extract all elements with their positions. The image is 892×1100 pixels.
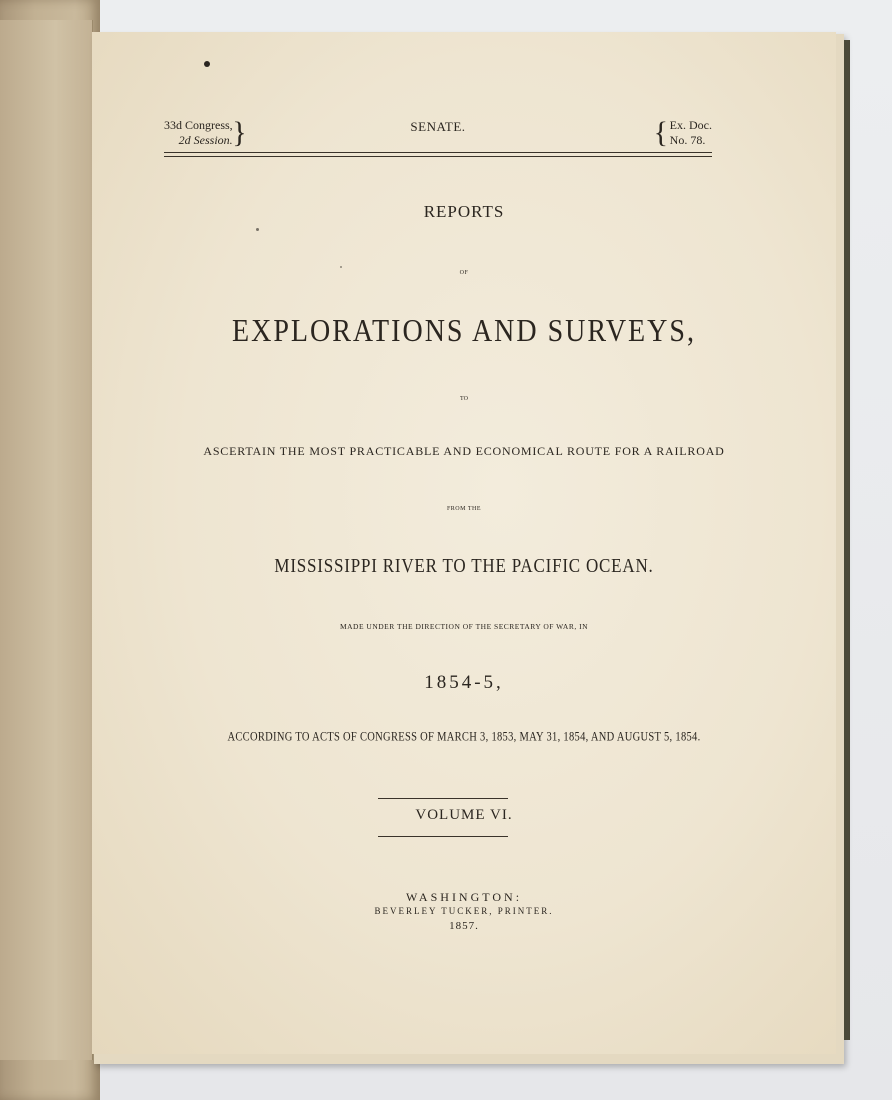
- volume-rule-top: [378, 798, 508, 799]
- right-brace-glyph: }: [232, 116, 247, 149]
- volume-label: VOLUME VI.: [415, 807, 513, 823]
- imprint-city: WASHINGTON:: [405, 890, 523, 904]
- left-cover-board: [0, 0, 100, 1100]
- purpose-line: ASCERTAIN THE MOST PRACTICABLE AND ECONOMICAL ROUTE FOR A RAILROAD: [203, 444, 725, 458]
- survey-years: 1854-5,: [424, 672, 504, 693]
- chamber-label: SENATE.: [410, 119, 466, 134]
- left-brace-glyph: {: [653, 116, 669, 149]
- facing-flyleaf: [0, 20, 93, 1060]
- made-under-line: MADE UNDER THE DIRECTION OF THE SECRETARY OF WAR, IN: [339, 622, 589, 631]
- doc-number-line: No. 78.: [669, 133, 706, 147]
- route-title: MISSISSIPPI RIVER TO THE PACIFIC OCEAN.: [274, 554, 654, 577]
- header-double-rule: [164, 152, 712, 157]
- title-page: [92, 32, 836, 1054]
- to-connector: TO: [460, 396, 468, 402]
- reports-heading: REPORTS: [423, 202, 505, 221]
- from-the-connector: FROM THE: [446, 506, 482, 512]
- acts-of-congress-line: ACCORDING TO ACTS OF CONGRESS OF MARCH 3, 1853, MAY 31, 1854, AND AUGUST 5, 1854.: [227, 730, 701, 745]
- document-number: [654, 118, 712, 148]
- ink-speck: [340, 266, 342, 268]
- volume-rule-bottom: [378, 836, 508, 837]
- ink-speck: [204, 61, 210, 67]
- imprint-year: 1857.: [449, 920, 479, 932]
- congress-line: 33d Congress,: [164, 118, 233, 132]
- ink-speck: [256, 228, 259, 231]
- imprint-printer: BEVERLEY TUCKER, PRINTER.: [374, 906, 554, 916]
- of-connector: OF: [459, 270, 469, 276]
- main-title: EXPLORATIONS AND SURVEYS,: [232, 313, 696, 350]
- session-line: 2d Session.: [178, 133, 233, 147]
- doc-type-line: Ex. Doc.: [669, 118, 712, 132]
